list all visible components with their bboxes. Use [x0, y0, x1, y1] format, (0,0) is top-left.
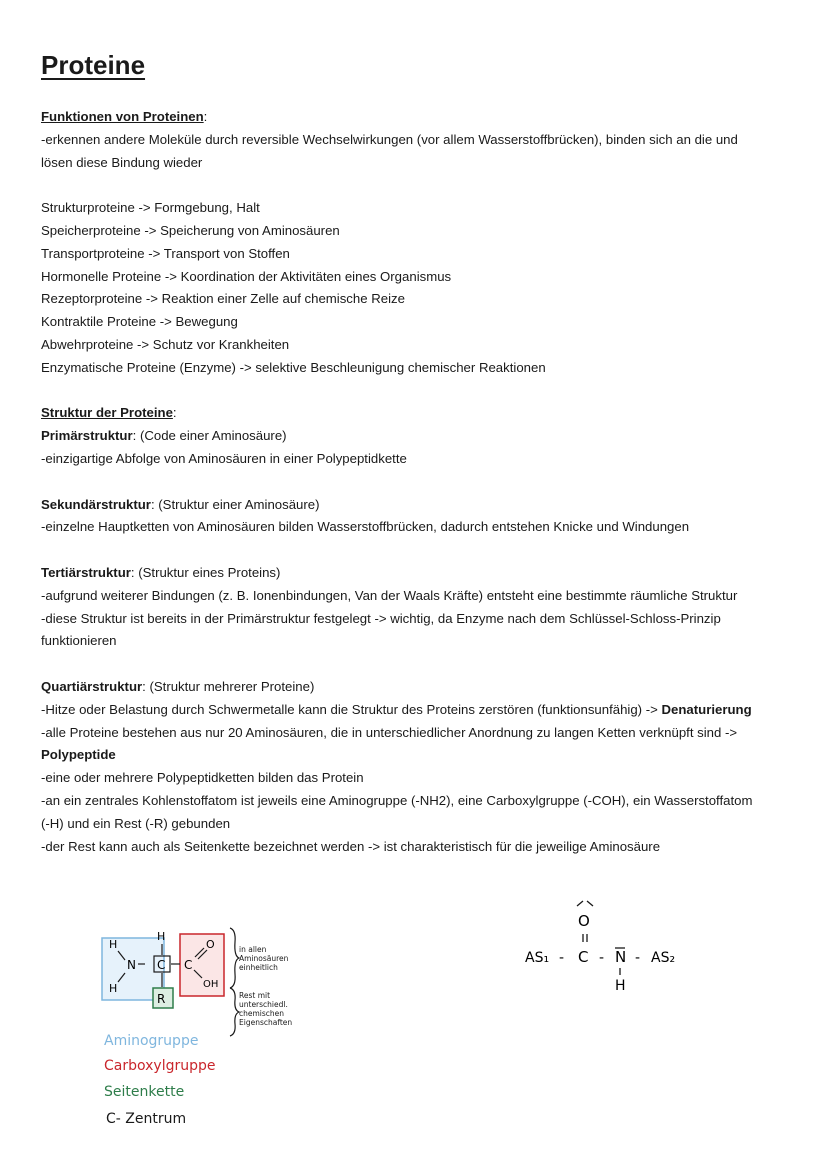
secondary-structure-line: -einzelne Hauptketten von Aminosäuren bilden Wasserstoffbrücken, dadurch entstehen Knicke und Windungen — [41, 519, 690, 535]
hydrogen-atom-label: H — [109, 938, 118, 951]
function-item: Abwehrproteine -> Schutz vor Krankheiten — [41, 336, 290, 352]
oxygen-atom-label: O — [206, 938, 215, 951]
function-item: Rezeptorproteine -> Reaktion einer Zelle auf chemische Reize — [41, 291, 405, 307]
note-rest: Rest mit — [239, 991, 271, 1000]
note-uniform: Aminosäuren — [239, 954, 289, 963]
section-heading-structure: Struktur der Proteine: — [41, 405, 177, 421]
function-item: Hormonelle Proteine -> Koordination der Aktivitäten eines Organismus — [41, 268, 452, 284]
carbon-label: C — [578, 948, 589, 966]
secondary-structure-heading: Sekundärstruktur: (Struktur einer Aminosäure) — [41, 496, 320, 512]
bond-dash: - — [559, 950, 565, 966]
note-uniform: in allen — [239, 945, 267, 954]
amino-acid-1-label: AS₁ — [525, 950, 550, 966]
bond-dash: - — [635, 950, 641, 966]
bond-dash: - — [599, 950, 605, 966]
carbon-atom-label: C — [157, 958, 166, 972]
amino-acid-2-label: AS₂ — [651, 950, 676, 966]
note-rest: Eigenschaften — [239, 1018, 293, 1027]
function-item: Strukturproteine -> Formgebung, Halt — [41, 200, 260, 216]
function-item: Kontraktile Proteine -> Bewegung — [41, 314, 238, 330]
hydrogen-atom-label: H — [157, 930, 166, 943]
quaternary-structure-heading: Quartiärstruktur: (Struktur mehrerer Proteine) — [41, 678, 315, 694]
note-uniform: einheitlich — [239, 963, 278, 972]
quaternary-structure-line: (-H) und ein Rest (-R) gebunden — [41, 815, 231, 831]
quaternary-structure-line: -alle Proteine bestehen aus nur 20 Aminosäuren, die in unterschiedlicher Anordnung zu langen Ketten verknüpft sind -> — [41, 724, 738, 740]
document-body — [41, 106, 801, 858]
hydrogen-label: H — [615, 978, 626, 992]
quaternary-structure-line: -eine oder mehrere Polypeptidketten bilden das Protein — [41, 770, 364, 786]
quaternary-structure-line: -an ein zentrales Kohlenstoffatom ist jeweils eine Aminogruppe (-NH2), eine Carboxylgruppe (-COH), ein Wasserstoffatom — [41, 792, 753, 808]
hydroxyl-label: OH — [203, 979, 219, 990]
function-item: Speicherproteine -> Speicherung von Aminosäuren — [41, 222, 340, 238]
legend-amino-group: Aminogruppe — [104, 1033, 199, 1049]
nitrogen-atom-label: N — [127, 958, 136, 972]
section-heading-functions: Funktionen von Proteinen: — [41, 109, 208, 124]
tertiary-structure-line: funktionieren — [41, 633, 117, 649]
quaternary-structure-line: -der Rest kann auch als Seitenkette bezeichnet werden -> ist charakteristisch für die jeweilige Aminosäure — [41, 838, 661, 854]
rest-atom-label: R — [157, 992, 166, 1006]
tertiary-structure-line: -diese Struktur ist bereits in der Primärstruktur festgelegt -> wichtig, da Enzyme nach dem Schlüssel-Schloss-Prinzip — [41, 610, 721, 626]
function-item: Transportproteine -> Transport von Stoffen — [41, 245, 290, 261]
function-item: Enzymatische Proteine (Enzyme) -> selektive Beschleunigung chemischer Reaktionen — [41, 359, 546, 375]
oxygen-label: O — [578, 912, 590, 930]
note-rest: unterschiedl. — [239, 1000, 288, 1009]
functions-intro-line: -erkennen andere Moleküle durch reversible Wechselwirkungen (vor allem Wasserstoffbrücken), binden sich an die und — [41, 131, 738, 147]
quaternary-structure-line: Polypeptide — [41, 747, 116, 763]
legend-side-chain: Seitenkette — [104, 1084, 185, 1100]
tertiary-structure-line: -aufgrund weiterer Bindungen (z. B. Ionenbindungen, Van der Waals Kräfte) entsteht eine bestimmte räumliche Struktur — [41, 587, 738, 603]
primary-structure-heading: Primärstruktur: (Code einer Aminosäure) — [41, 428, 287, 444]
hydrogen-atom-label: H — [109, 982, 118, 995]
carbon-atom-label: C — [184, 958, 193, 972]
nitrogen-label: N — [615, 948, 627, 966]
note-rest: chemischen — [239, 1009, 285, 1018]
amino-acid-diagram — [90, 918, 340, 1138]
peptide-bond-diagram — [515, 892, 715, 992]
primary-structure-line: -einzigartige Abfolge von Aminosäuren in einer Polypeptidkette — [41, 450, 407, 466]
functions-intro-line: lösen diese Bindung wieder — [41, 154, 203, 170]
tertiary-structure-heading: Tertiärstruktur: (Struktur eines Proteins) — [41, 564, 281, 580]
legend-carboxyl-group: Carboxylgruppe — [104, 1058, 216, 1074]
page-title: Proteine — [41, 50, 146, 80]
quaternary-structure-line: -Hitze oder Belastung durch Schwermetalle kann die Struktur des Proteins zerstören (funktionsunfähig) -> Denaturierung — [41, 701, 752, 717]
legend-c-center: C- Zentrum — [106, 1111, 187, 1127]
